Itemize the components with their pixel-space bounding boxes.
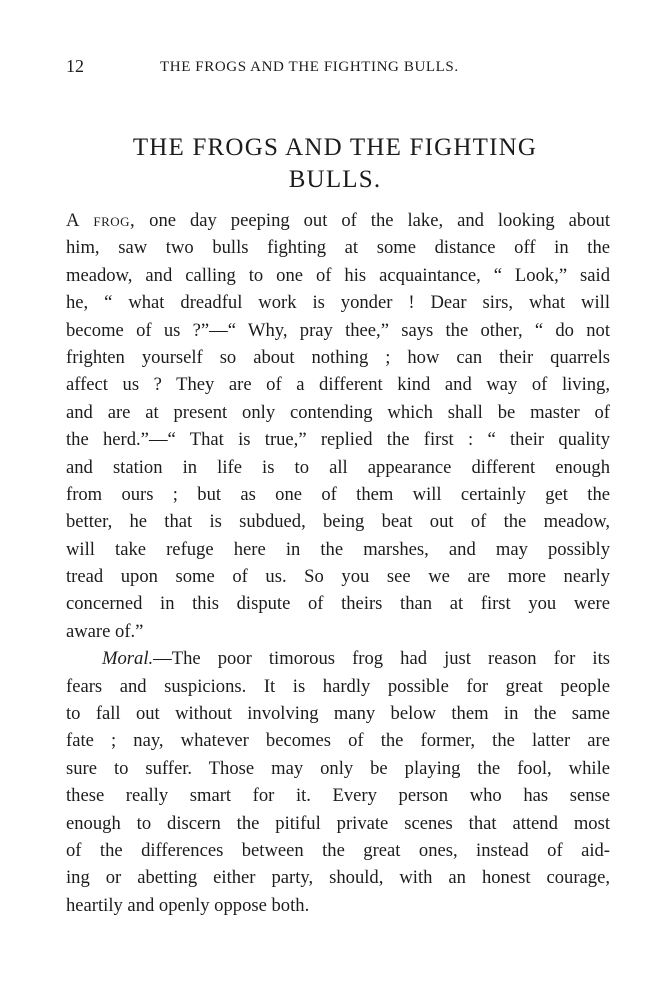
moral-label: Moral.: [102, 648, 154, 670]
fable-line: concerned in this dispute of theirs than at first you were: [66, 593, 610, 615]
running-title: THE FROGS AND THE FIGHTING BULLS.: [160, 59, 459, 75]
fable-line: better, he that is subdued, being beat out of the meadow,: [66, 511, 610, 533]
moral-line: sure to suffer. Those may only be playing the fool, while: [66, 757, 610, 779]
moral-line: heartily and openly oppose both.: [66, 894, 310, 916]
fable-body: [66, 207, 610, 919]
moral-line: Moral.—The poor timorous frog had just reason for its: [102, 648, 610, 670]
fable-line: frighten yourself so about nothing ; how can their quarrels: [66, 346, 610, 368]
running-header: [66, 58, 593, 80]
fable-title-line-2: BULLS.: [288, 166, 382, 193]
moral-line: fate ; nay, whatever becomes of the former, the latter are: [66, 730, 610, 752]
fable-line: A frog, one day peeping out of the lake, and looking about: [66, 210, 610, 231]
fable-lead-word: A frog,: [66, 210, 136, 231]
fable-line: tread upon some of us. So you see we are more nearly: [66, 566, 610, 588]
fable-line: meadow, and calling to one of his acquaintance, “ Look,” said: [66, 264, 610, 286]
fable-line: he, “ what dreadful work is yonder ! Dear sirs, what will: [66, 292, 610, 314]
moral-paragraph: [66, 645, 610, 919]
fable-line: will take refuge here in the marshes, and may possibly: [66, 538, 610, 560]
page-number: 12: [66, 56, 84, 76]
fable-title: [60, 132, 610, 196]
fable-line: affect us ? They are of a different kind and way of living,: [66, 374, 610, 396]
fable-title-line-1: THE FROGS AND THE FIGHTING: [132, 134, 538, 161]
moral-line: ing or abetting either party, should, with an honest courage,: [66, 867, 610, 889]
moral-line: of the differences between the great ones, instead of aid-: [66, 839, 610, 861]
fable-line: become of us ?”—“ Why, pray thee,” says the other, “ do not: [66, 319, 610, 341]
fable-line: from ours ; but as one of them will certainly get the: [66, 483, 610, 505]
moral-line: enough to discern the pitiful private scenes that attend most: [66, 812, 610, 834]
fable-paragraph: [66, 207, 610, 645]
fable-line: and station in life is to all appearance different enough: [66, 456, 610, 478]
fable-line: and are at present only contending which shall be master of: [66, 401, 610, 423]
moral-line: fears and suspicions. It is hardly possible for great people: [66, 675, 610, 697]
fable-line: him, saw two bulls fighting at some distance off in the: [66, 237, 610, 259]
moral-line: these really smart for it. Every person who has sense: [66, 785, 610, 807]
moral-line: to fall out without involving many below them in the same: [66, 703, 610, 725]
fable-line: aware of.”: [66, 620, 144, 642]
fable-line: the herd.”—“ That is true,” replied the first : “ their quality: [66, 429, 610, 451]
